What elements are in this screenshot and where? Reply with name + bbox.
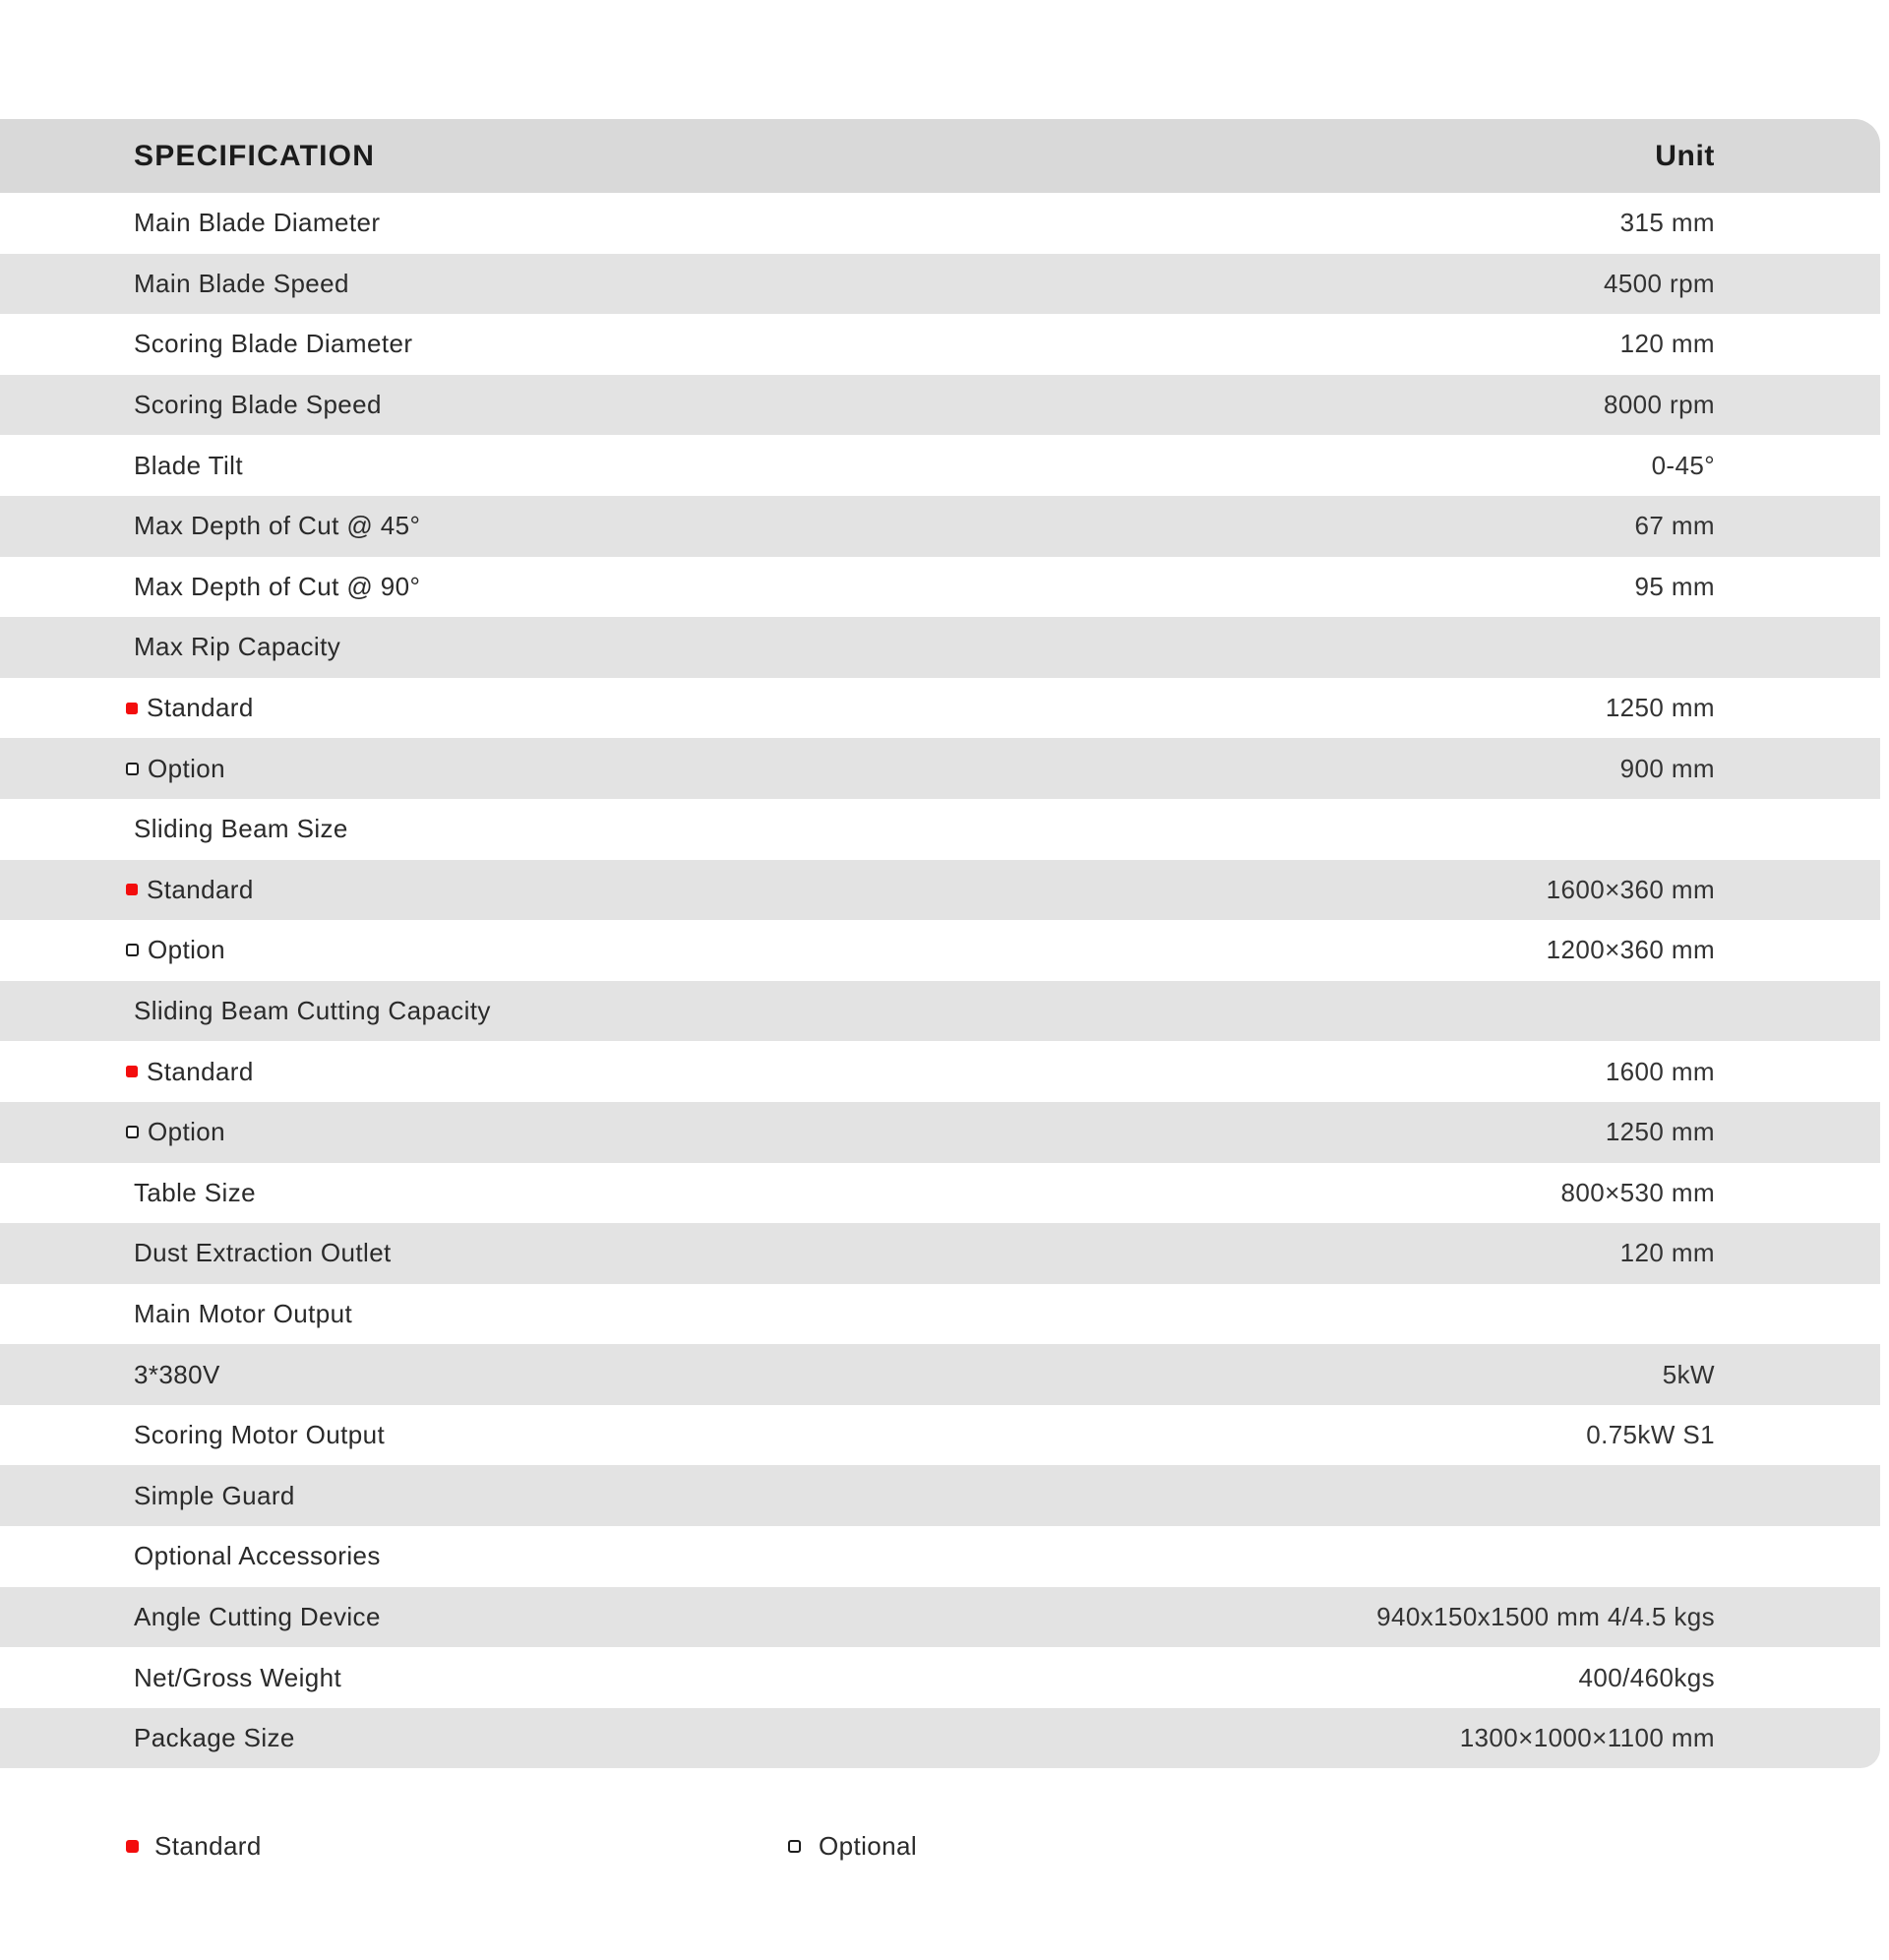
row-label bbox=[0, 1360, 220, 1390]
row-label-text: Scoring Blade Speed bbox=[134, 390, 382, 420]
standard-marker-icon bbox=[126, 884, 138, 895]
table-row bbox=[0, 1708, 1880, 1769]
table-row bbox=[0, 1041, 1880, 1102]
row-label-text: Scoring Motor Output bbox=[134, 1420, 386, 1450]
table-row bbox=[0, 1102, 1880, 1163]
row-value: 4500 rpm bbox=[1603, 268, 1715, 298]
legend-standard-item bbox=[126, 1819, 262, 1872]
table-row bbox=[0, 799, 1880, 860]
row-value: 120 mm bbox=[1619, 329, 1715, 359]
row-label-text: Option bbox=[148, 753, 226, 783]
row-label bbox=[0, 814, 348, 844]
row-value: 8000 rpm bbox=[1603, 390, 1715, 420]
table-row bbox=[0, 375, 1880, 436]
row-value: 1200×360 mm bbox=[1546, 935, 1715, 965]
table-row bbox=[0, 1344, 1880, 1405]
row-label bbox=[0, 451, 243, 481]
row-label-text: Main Blade Diameter bbox=[134, 208, 381, 238]
row-label bbox=[0, 1117, 225, 1147]
table-row bbox=[0, 557, 1880, 618]
table-row bbox=[0, 1647, 1880, 1708]
row-value: 5kW bbox=[1662, 1359, 1715, 1389]
legend-standard-label: Standard bbox=[154, 1830, 262, 1861]
table-row bbox=[0, 981, 1880, 1042]
row-label-text: Sliding Beam Size bbox=[134, 814, 348, 844]
row-value: 0.75kW S1 bbox=[1586, 1420, 1715, 1450]
row-label bbox=[0, 329, 412, 359]
row-label-text: Standard bbox=[147, 1056, 254, 1086]
row-label-text: Blade Tilt bbox=[134, 450, 243, 480]
option-marker-icon bbox=[126, 1126, 139, 1138]
table-row bbox=[0, 738, 1880, 799]
row-label-text: Standard bbox=[147, 874, 254, 904]
row-label-text: 3*380V bbox=[134, 1359, 220, 1389]
table-row bbox=[0, 1587, 1880, 1648]
row-label-text: Dust Extraction Outlet bbox=[134, 1238, 392, 1268]
row-value: 1600×360 mm bbox=[1546, 874, 1715, 904]
table-row bbox=[0, 617, 1880, 678]
row-label bbox=[0, 996, 491, 1026]
standard-marker-icon bbox=[126, 703, 138, 714]
row-label-text: Option bbox=[148, 1117, 226, 1147]
row-value: 120 mm bbox=[1619, 1238, 1715, 1268]
row-label bbox=[0, 1481, 295, 1511]
table-row bbox=[0, 1163, 1880, 1224]
row-value: 900 mm bbox=[1619, 753, 1715, 783]
row-label-text: Main Blade Speed bbox=[134, 268, 349, 298]
row-value: 1250 mm bbox=[1605, 1117, 1715, 1147]
table-row bbox=[0, 496, 1880, 557]
row-label-text: Max Rip Capacity bbox=[134, 632, 341, 662]
row-value: 1250 mm bbox=[1605, 693, 1715, 723]
legend bbox=[0, 1819, 1880, 1872]
row-label bbox=[0, 1663, 341, 1693]
row-label bbox=[0, 754, 225, 784]
row-value: 0-45° bbox=[1651, 450, 1715, 480]
row-label bbox=[0, 390, 382, 420]
row-label-text: Sliding Beam Cutting Capacity bbox=[134, 996, 491, 1026]
row-value: 800×530 mm bbox=[1560, 1177, 1715, 1207]
table-row bbox=[0, 193, 1880, 254]
option-marker-icon bbox=[126, 763, 139, 775]
row-label-text: Max Depth of Cut @ 45° bbox=[134, 511, 421, 541]
row-label-text: Net/Gross Weight bbox=[134, 1662, 342, 1692]
row-label bbox=[0, 1602, 381, 1632]
row-value: 1300×1000×1100 mm bbox=[1459, 1723, 1715, 1753]
row-label-text: Table Size bbox=[134, 1177, 256, 1207]
table-row bbox=[0, 1526, 1880, 1587]
row-value: 67 mm bbox=[1634, 511, 1715, 541]
row-label bbox=[0, 632, 340, 662]
row-label bbox=[0, 1299, 352, 1329]
table-row bbox=[0, 1223, 1880, 1284]
row-label bbox=[0, 269, 349, 299]
legend-optional-label: Optional bbox=[819, 1830, 918, 1861]
table-row bbox=[0, 1465, 1880, 1526]
unit-column-header: Unit bbox=[1655, 139, 1715, 172]
row-value: 1600 mm bbox=[1605, 1056, 1715, 1086]
row-label-text: Package Size bbox=[134, 1723, 295, 1753]
row-label bbox=[0, 693, 254, 723]
option-marker-icon bbox=[126, 944, 139, 956]
row-label-text: Main Motor Output bbox=[134, 1298, 353, 1328]
row-label bbox=[0, 1541, 381, 1571]
row-label bbox=[0, 511, 420, 541]
legend-optional-item bbox=[788, 1819, 917, 1872]
row-label-text: Option bbox=[148, 935, 226, 965]
spec-table bbox=[0, 119, 1880, 1768]
row-label bbox=[0, 208, 380, 238]
row-value: 940x150x1500 mm 4/4.5 kgs bbox=[1376, 1601, 1715, 1631]
row-label-text: Standard bbox=[147, 693, 254, 723]
table-row bbox=[0, 1284, 1880, 1345]
standard-marker-icon bbox=[126, 1840, 139, 1853]
row-label-text: Simple Guard bbox=[134, 1480, 295, 1510]
row-label bbox=[0, 1057, 254, 1087]
table-row bbox=[0, 435, 1880, 496]
table-row bbox=[0, 1405, 1880, 1466]
table-row bbox=[0, 920, 1880, 981]
row-value: 400/460kgs bbox=[1578, 1662, 1715, 1692]
row-value: 315 mm bbox=[1619, 208, 1715, 238]
table-body bbox=[0, 193, 1880, 1768]
row-label bbox=[0, 935, 225, 965]
table-row bbox=[0, 254, 1880, 315]
row-label bbox=[0, 875, 254, 905]
row-label-text: Optional Accessories bbox=[134, 1541, 381, 1571]
row-label bbox=[0, 1238, 392, 1268]
table-row bbox=[0, 678, 1880, 739]
row-label-text: Scoring Blade Diameter bbox=[134, 329, 413, 359]
table-row bbox=[0, 314, 1880, 375]
row-value: 95 mm bbox=[1634, 571, 1715, 601]
row-label bbox=[0, 1420, 385, 1450]
standard-marker-icon bbox=[126, 1066, 138, 1077]
table-row bbox=[0, 860, 1880, 921]
row-label-text: Max Depth of Cut @ 90° bbox=[134, 571, 421, 601]
row-label-text: Angle Cutting Device bbox=[134, 1601, 381, 1631]
optional-marker-icon bbox=[788, 1840, 801, 1853]
row-label bbox=[0, 1178, 256, 1208]
table-header-row bbox=[0, 119, 1880, 193]
row-label bbox=[0, 1723, 295, 1753]
row-label bbox=[0, 572, 420, 602]
specification-column-header: SPECIFICATION bbox=[134, 139, 376, 172]
